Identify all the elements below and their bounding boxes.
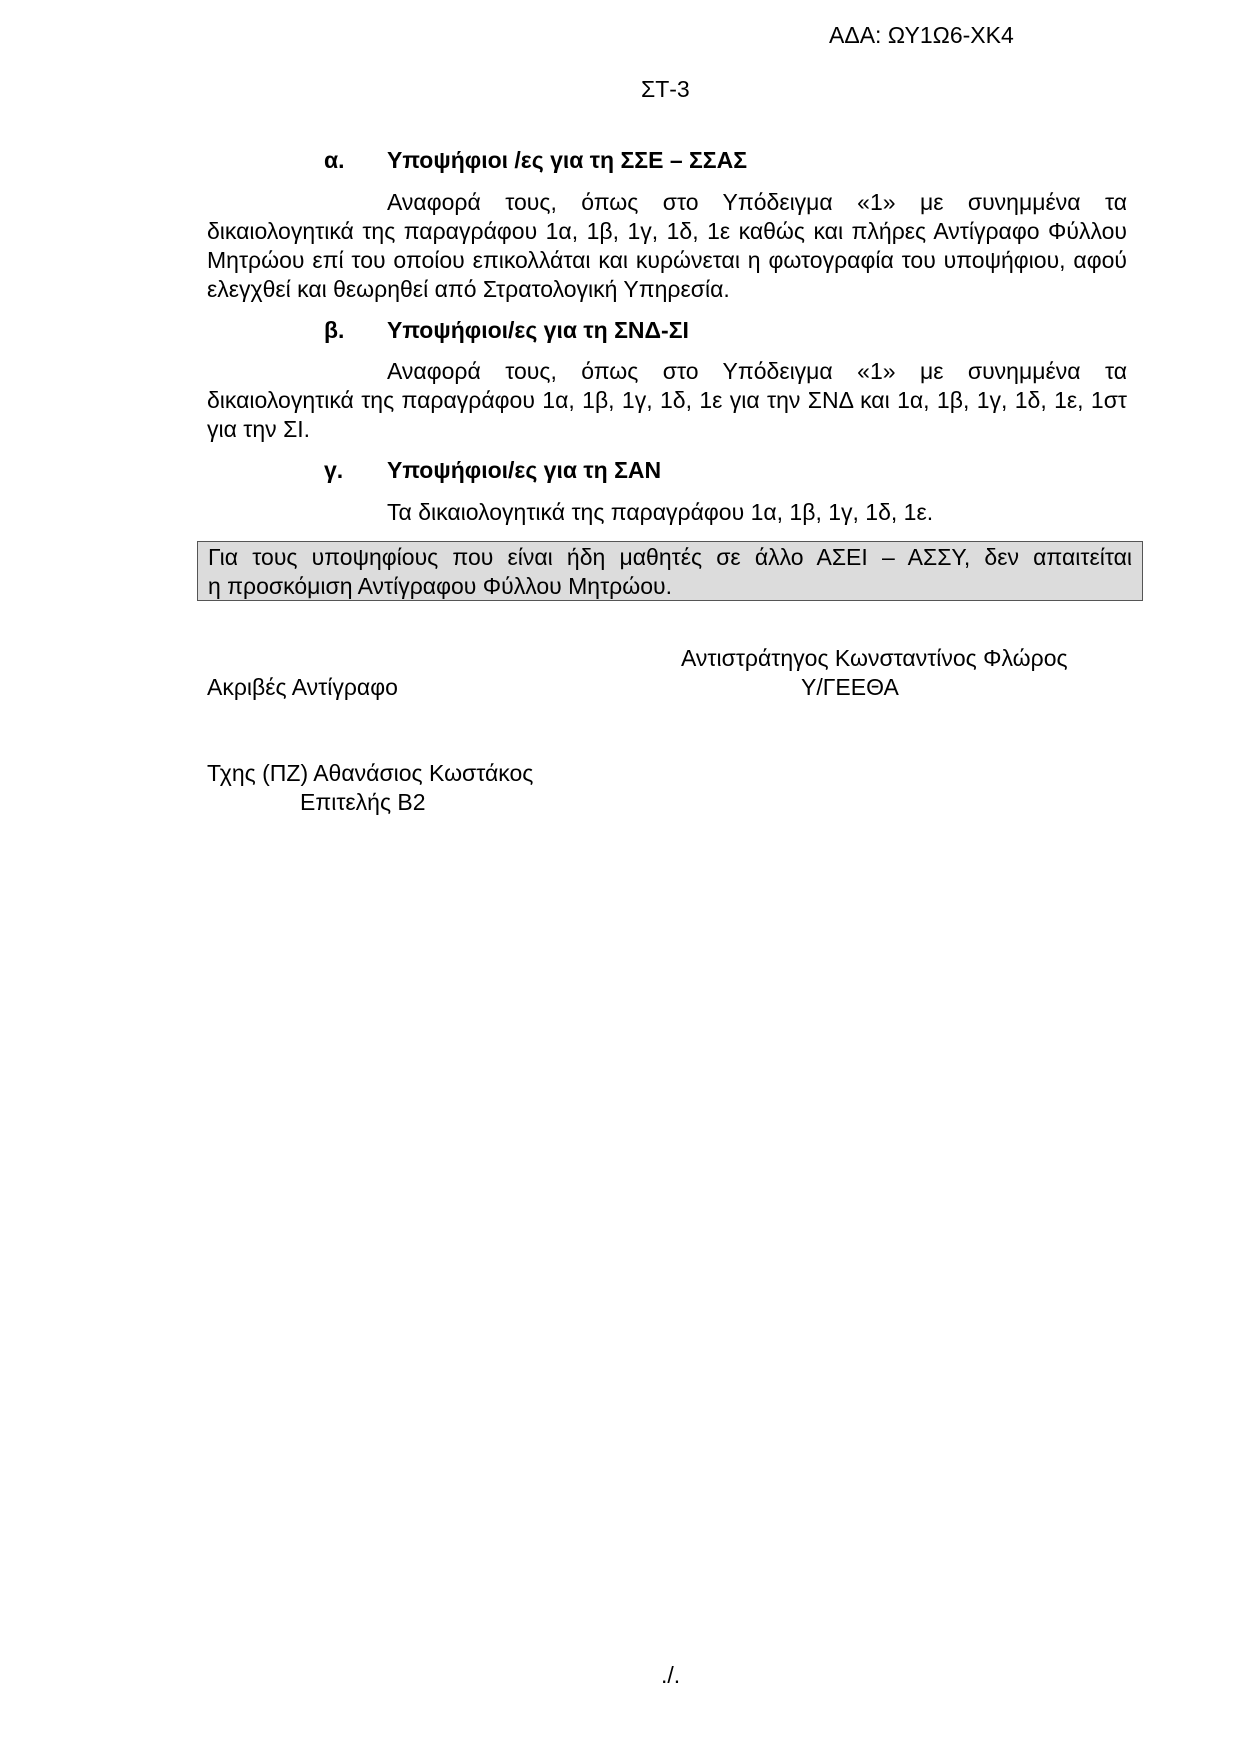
section-beta-text: Αναφορά τους, όπως στο Υπόδειγμα «1» με συνημμένα τα δικαιολογητικά της παραγράφου 1α, 1β, 1γ, 1δ, 1ε για την ΣΝΔ και 1α, 1β, 1γ, 1δ, 1ε, 1στ για την ΣΙ.: [207, 358, 1127, 442]
copy-signer-title: Επιτελής Β2: [300, 789, 426, 815]
section-beta-title: Υποψήφιοι/ες για τη ΣΝΔ-ΣΙ: [387, 317, 689, 343]
section-alpha-title: Υποψήφιοι /ες για τη ΣΣΕ – ΣΣΑΣ: [387, 147, 748, 173]
section-beta-letter: β.: [324, 317, 345, 343]
notice-line-2: η προσκόμιση Αντίγραφου Φύλλου Μητρώου.: [208, 573, 672, 599]
copy-signer-name: Τχης (ΠΖ) Αθανάσιος Κωστάκος: [207, 760, 534, 786]
ada-identifier: ΑΔΑ: ΩΥ1Ω6-ΧΚ4: [829, 22, 1014, 48]
signer-name: Αντιστράτηγος Κωνσταντίνος Φλώρος: [681, 645, 1068, 671]
page-code: ΣΤ-3: [641, 76, 690, 102]
section-gamma-text: Τα δικαιολογητικά της παραγράφου 1α, 1β, 1γ, 1δ, 1ε.: [387, 499, 934, 525]
notice-line-1: Για τους υποψηφίους που είναι ήδη μαθητές σε άλλο ΑΣΕΙ – ΑΣΣΥ, δεν απαιτείται: [208, 544, 1132, 570]
section-gamma-letter: γ.: [324, 457, 344, 483]
section-alpha-text: Αναφορά τους, όπως στο Υπόδειγμα «1» με συνημμένα τα δικαιολογητικά της παραγράφου 1α, 1β, 1γ, 1δ, 1ε καθώς και πλήρες Αντίγραφο Φύλλου Μητρώου επί του οποίου επικολλάται και κυρώνεται η φωτογραφία του υποψήφιου, αφού ελεγχθεί και θεωρηθεί από Στρατολογική Υπηρεσία.: [207, 189, 1127, 302]
notice-box: [197, 541, 1143, 601]
exact-copy-label: Ακριβές Αντίγραφο: [207, 674, 398, 700]
section-alpha-letter: α.: [324, 147, 345, 173]
continuation-mark: ./.: [661, 1662, 681, 1688]
notice-text: [208, 542, 1132, 601]
signer-title: Υ/ΓΕΕΘΑ: [801, 674, 899, 700]
section-gamma-title: Υποψήφιοι/ες για τη ΣΑΝ: [387, 457, 662, 483]
